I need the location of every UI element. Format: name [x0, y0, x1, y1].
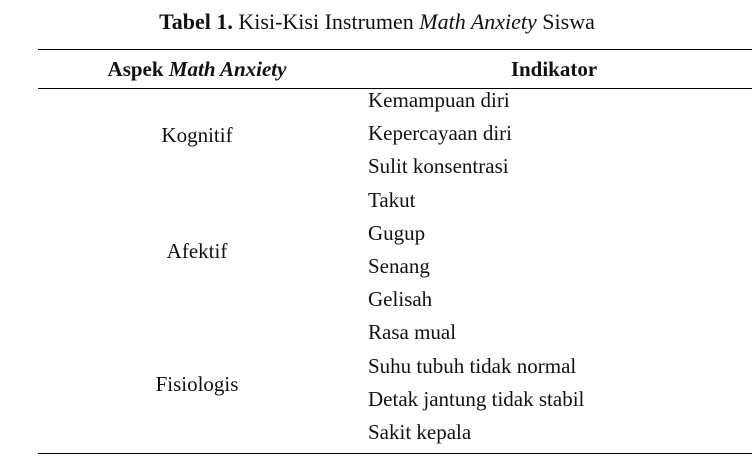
caption-italic-term: Math Anxiety — [419, 9, 537, 34]
indikator-item: Sakit kepala — [368, 419, 472, 444]
indikator-item: Gugup — [368, 220, 426, 245]
indikator-item: Takut — [368, 187, 416, 212]
caption-label: Tabel 1. — [159, 9, 233, 34]
aspek-afektif: Afektif — [166, 239, 228, 263]
indikator-item: Kemampuan diri — [368, 88, 510, 112]
table-bottom-rule — [38, 453, 752, 454]
indikator-item: Rasa mual — [368, 320, 457, 345]
aspek-fisiologis: Fisiologis — [155, 372, 239, 396]
indikator-item: Kepercayaan diri — [368, 121, 512, 146]
table-top-rule — [38, 49, 752, 50]
indikator-list — [368, 84, 752, 449]
indikator-item: Suhu tubuh tidak normal — [368, 353, 577, 378]
indikator-item: Gelisah — [368, 287, 433, 312]
aspek-kognitif: Kognitif — [161, 123, 233, 147]
table-caption — [0, 8, 754, 36]
indikator-item: Sulit konsentrasi — [368, 154, 509, 179]
indikator-item: Detak jantung tidak stabil — [368, 386, 585, 411]
caption-text-after: Siswa — [542, 9, 595, 34]
header-aspek-prefix: Aspek — [107, 57, 164, 81]
indikator-item: Senang — [368, 253, 430, 278]
header-aspek — [38, 54, 356, 84]
header-indikator: Indikator — [510, 57, 598, 81]
caption-text-before: Kisi-Kisi Instrumen — [238, 9, 414, 34]
header-aspek-italic: Math Anxiety — [168, 57, 287, 81]
